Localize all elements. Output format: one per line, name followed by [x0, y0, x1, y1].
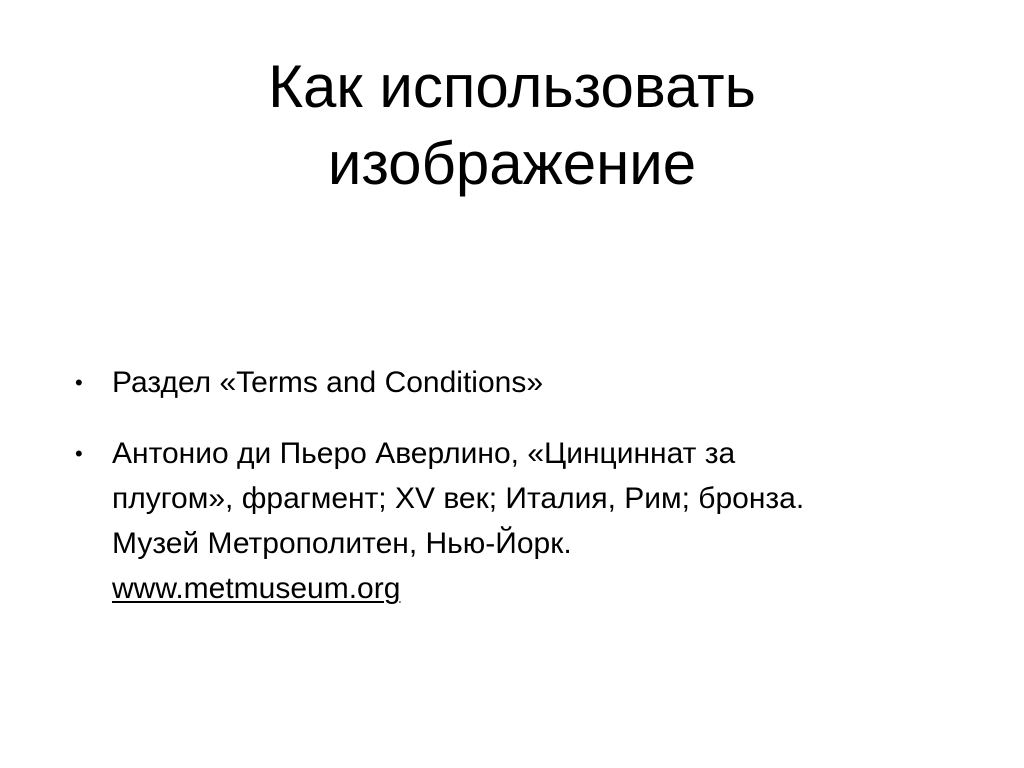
slide-title-line-2: изображение [327, 130, 697, 197]
bullet-text-line: Антонио ди Пьеро Аверлино, «Цинциннат за [112, 437, 736, 470]
bullet-text-line: плугом», фрагмент; XV век; Италия, Рим; бронза. [112, 482, 805, 515]
bullet-item-credit [0, 431, 1024, 611]
slide-title-line-1: Как использовать [268, 53, 756, 120]
bullet-list [0, 360, 1024, 637]
bullet-marker-icon: • [75, 370, 83, 395]
bullet-marker-icon: • [75, 441, 83, 466]
bullet-text-line: Музей Метрополитен, Нью-Йорк. [112, 527, 572, 560]
bullet-text-line: Раздел «Terms and Conditions» [112, 366, 544, 399]
bullet-item-terms [0, 360, 1024, 405]
metmuseum-link[interactable]: www.metmuseum.org [112, 572, 401, 605]
slide-title [112, 48, 912, 202]
